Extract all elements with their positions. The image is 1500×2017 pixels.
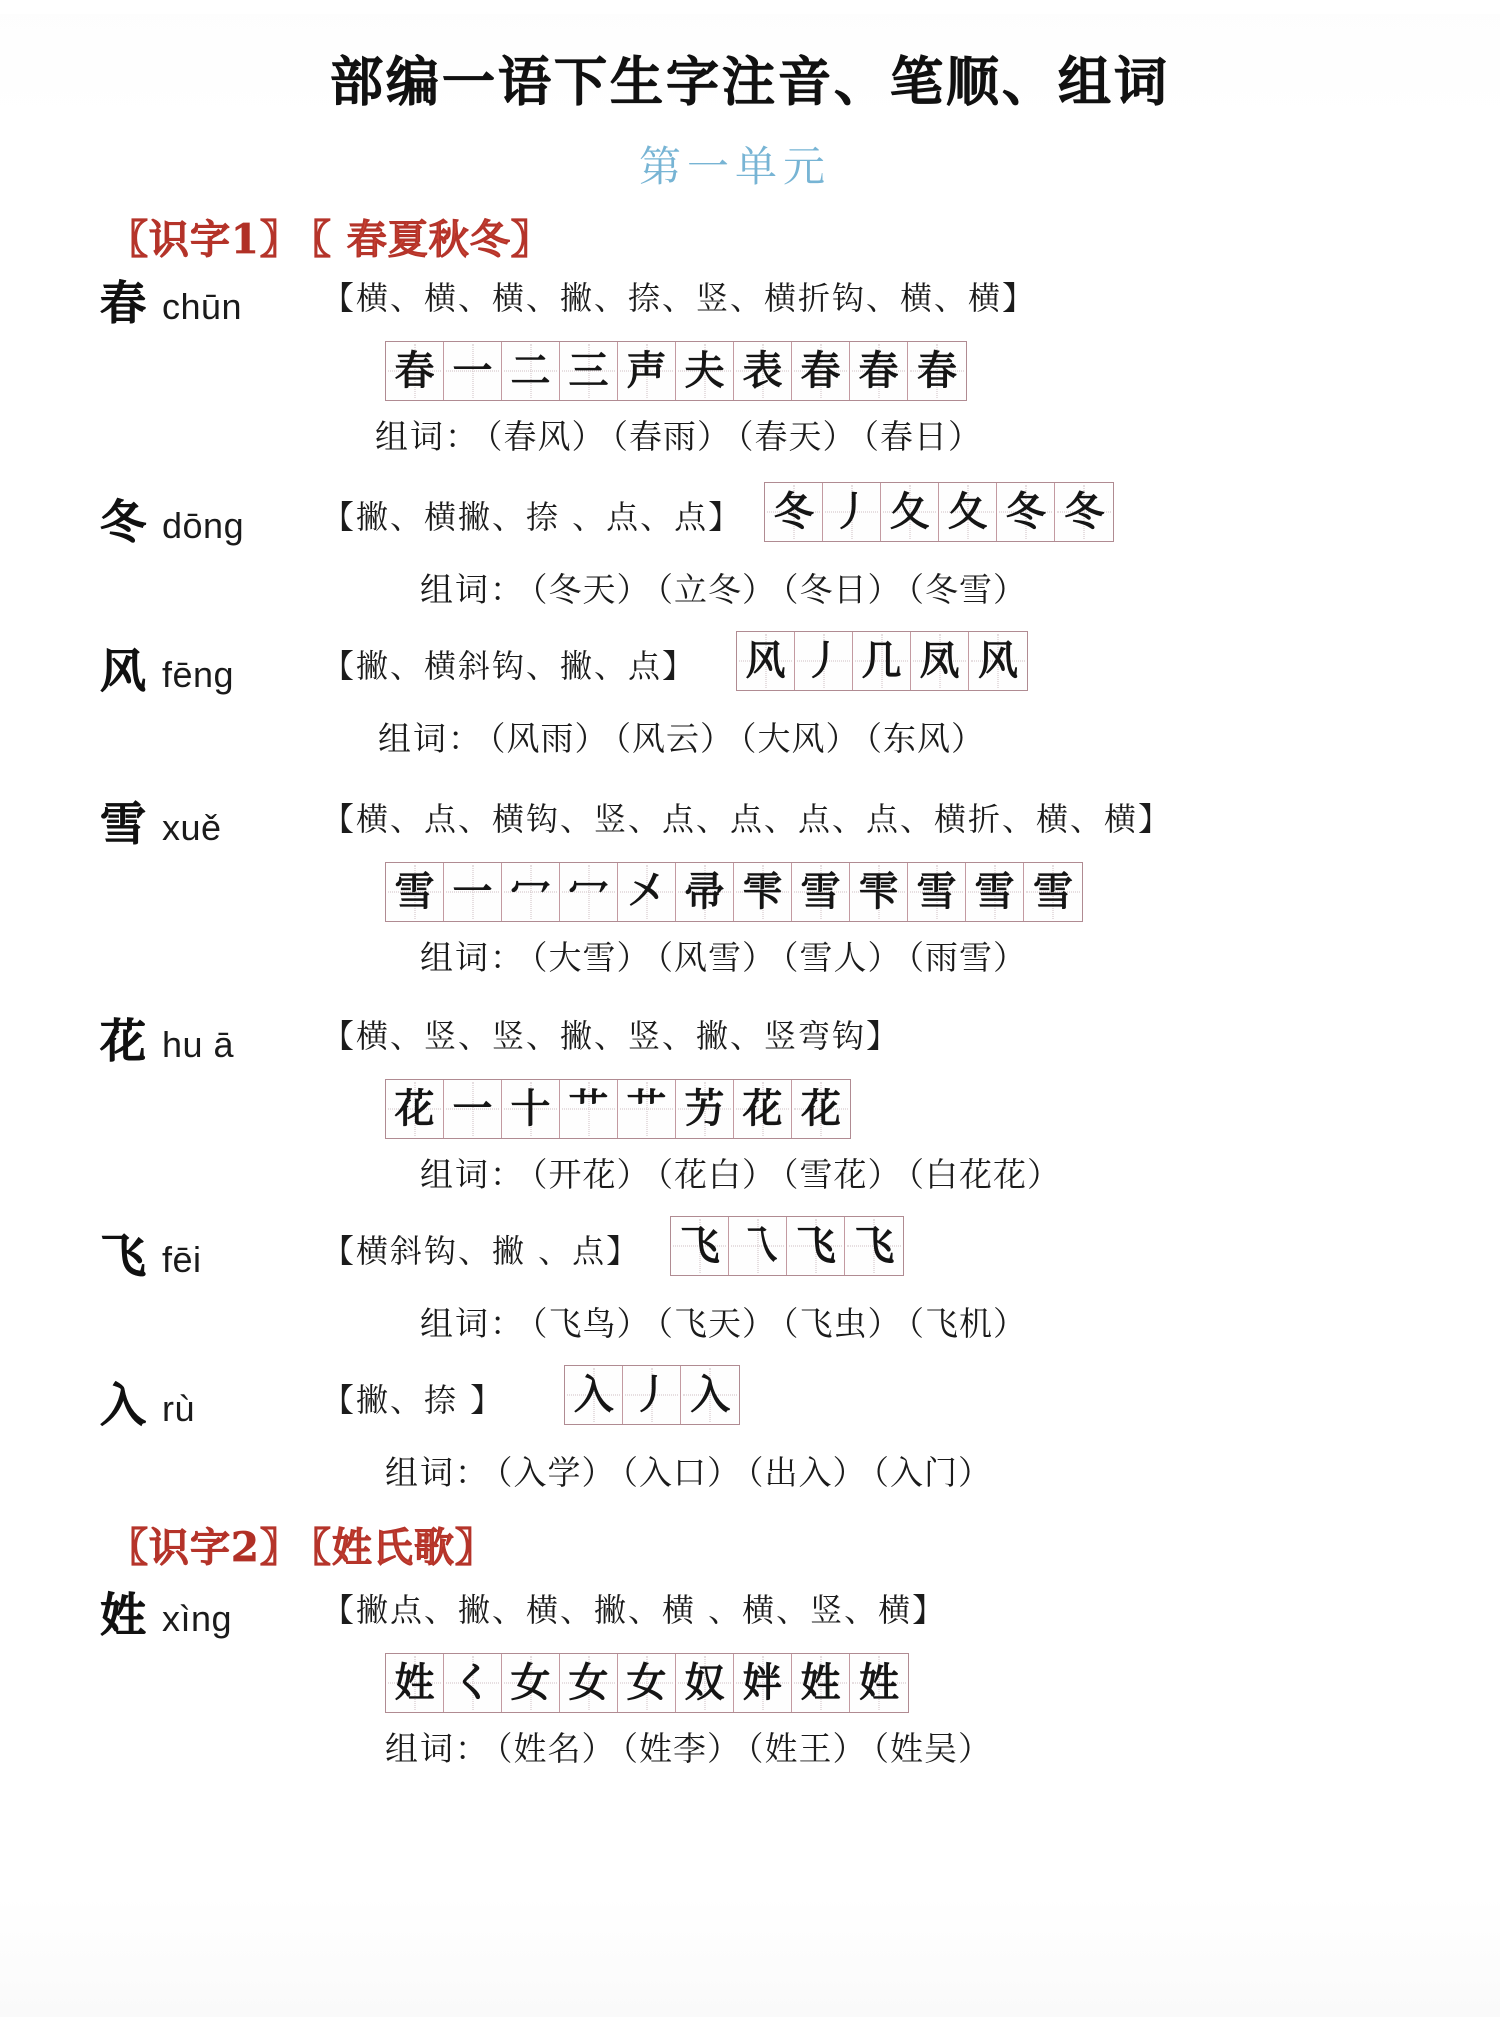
char-pinyin-block	[0, 267, 300, 333]
zuci-line	[420, 564, 1500, 611]
stroke-cell	[734, 1080, 792, 1138]
zuci-line	[375, 411, 1500, 458]
stroke-cell-glyph: 花	[394, 1085, 435, 1132]
stroke-cell-glyph: 雫	[858, 868, 899, 915]
stroke-cell-glyph: 春	[917, 347, 957, 394]
section-heading-2	[108, 1516, 1500, 1573]
zuci-word: （花白）	[656, 1155, 776, 1194]
character-glyph: 姓	[100, 1588, 146, 1642]
stroke-grid	[385, 862, 1083, 922]
stroke-cell	[618, 1654, 676, 1712]
stroke-order-list: 【撇、捺 】	[322, 1381, 505, 1419]
zuci-word: （雨雪）	[907, 938, 1027, 977]
stroke-cell-glyph: 丿	[803, 637, 844, 684]
pinyin-label: hu ā	[162, 1024, 235, 1065]
character-entry-dong	[0, 486, 1500, 611]
stroke-cell-glyph: 㐅	[626, 868, 667, 915]
stroke-cell-glyph: 春	[858, 347, 899, 394]
zuci-line	[420, 1298, 1500, 1345]
stroke-cell	[565, 1366, 623, 1424]
stroke-cell	[850, 1654, 908, 1712]
zuci-words	[483, 719, 985, 758]
stroke-cell	[676, 863, 734, 921]
char-pinyin-block	[0, 1579, 300, 1645]
stroke-cell-glyph: 冖	[568, 868, 609, 915]
stroke-cell-glyph: 春	[394, 347, 435, 394]
stroke-cell-glyph: 声	[626, 347, 667, 394]
section-heading-1	[108, 208, 1500, 265]
stroke-grid	[764, 482, 1114, 542]
stroke-cell-glyph: 一	[452, 347, 493, 394]
stroke-cell	[969, 632, 1027, 690]
stroke-cell-glyph: 艹	[568, 1085, 609, 1132]
pinyin-label: fēng	[162, 654, 235, 695]
zuci-word: （冬日）	[782, 570, 902, 609]
stroke-cell-glyph: 三	[568, 347, 609, 394]
stroke-order-list: 【横斜钩、撇 、点】	[322, 1232, 641, 1270]
char-pinyin-block	[0, 1005, 300, 1071]
stroke-cell	[1055, 483, 1113, 541]
stroke-cell	[676, 342, 734, 400]
zuci-word: （姓名）	[496, 1729, 616, 1768]
stroke-cell	[908, 342, 966, 400]
stroke-cell-glyph: 姓	[859, 1659, 899, 1706]
stroke-cell-glyph: 风	[745, 637, 786, 684]
stroke-cell	[966, 863, 1024, 921]
stroke-cell-glyph: 帚	[684, 868, 725, 915]
zuci-word: （风云）	[614, 719, 734, 758]
stroke-cell-glyph: 夂	[889, 488, 930, 535]
stroke-cell	[850, 342, 908, 400]
zuci-words	[525, 570, 1027, 609]
character-entry-xing	[0, 1579, 1500, 1770]
stroke-cell-glyph: 飞	[679, 1222, 720, 1269]
zuci-word: （大雪）	[531, 938, 651, 977]
stroke-cell	[386, 342, 444, 400]
zuci-line	[378, 713, 1500, 760]
stroke-order-list: 【撇点、撇、横、撇、横 、横、竖、横】	[322, 1591, 947, 1629]
zuci-label: 组词：	[378, 719, 483, 758]
stroke-cell	[560, 863, 618, 921]
stroke-cell-glyph: 入	[690, 1371, 731, 1418]
stroke-order-list: 【撇、横撇、捺 、点、点】	[322, 498, 743, 536]
stroke-cell-glyph: 雪	[1033, 868, 1073, 915]
stroke-cell	[618, 863, 676, 921]
character-entry-fei	[0, 1220, 1500, 1345]
zuci-label: 组词：	[420, 570, 525, 609]
stroke-cell	[908, 863, 966, 921]
stroke-cell-glyph: 女	[568, 1659, 609, 1706]
zuci-word: （风雨）	[489, 719, 609, 758]
zuci-word: （雪人）	[782, 938, 902, 977]
zuci-word: （飞机）	[907, 1304, 1027, 1343]
stroke-cell	[850, 863, 908, 921]
stroke-cell-glyph: 丿	[831, 488, 872, 535]
stroke-cell-glyph: 姓	[394, 1659, 435, 1706]
character-entry-hua	[0, 1005, 1500, 1196]
stroke-cell	[560, 1654, 618, 1712]
stroke-cell	[444, 863, 502, 921]
stroke-cell-glyph: 花	[742, 1085, 783, 1132]
stroke-cell	[911, 632, 969, 690]
stroke-cell	[939, 483, 997, 541]
character-glyph: 冬	[100, 495, 146, 549]
stroke-cell-glyph: 艻	[684, 1085, 725, 1132]
stroke-cell	[1024, 863, 1082, 921]
zuci-word: （入学）	[496, 1453, 616, 1492]
stroke-cell	[853, 632, 911, 690]
stroke-cell	[737, 632, 795, 690]
stroke-cell	[792, 342, 850, 400]
stroke-cell-glyph: 雫	[742, 868, 783, 915]
zuci-label: 组词：	[375, 417, 480, 456]
stroke-cell-glyph: 风	[978, 637, 1019, 684]
zuci-word: （春雨）	[611, 417, 731, 456]
pinyin-label: xuě	[162, 807, 222, 848]
zuci-line	[385, 1723, 1500, 1770]
stroke-cell	[792, 863, 850, 921]
zuci-word: （春日）	[862, 417, 982, 456]
stroke-cell	[502, 863, 560, 921]
character-glyph: 入	[100, 1378, 146, 1432]
stroke-cell	[444, 342, 502, 400]
stroke-cell-glyph: 入	[573, 1371, 614, 1418]
lesson-title-2: 〖姓氏歌〗	[310, 1524, 496, 1571]
character-entry-xue	[0, 788, 1500, 979]
zuci-word: （入门）	[872, 1453, 992, 1492]
zuci-word: （姓李）	[621, 1729, 741, 1768]
pinyin-label: dōng	[162, 505, 245, 546]
stroke-cell	[734, 1654, 792, 1712]
zuci-word: （风雪）	[656, 938, 776, 977]
zuci-word: （飞虫）	[782, 1304, 902, 1343]
stroke-order-list: 【撇、横斜钩、撇、点】	[322, 647, 697, 685]
stroke-cell-glyph: 姅	[742, 1659, 783, 1706]
stroke-cell-glyph: 姓	[800, 1659, 841, 1706]
stroke-grid	[385, 1079, 851, 1139]
stroke-cell-glyph: 雪	[800, 868, 841, 915]
zuci-word: （白花花）	[907, 1155, 1061, 1194]
zuci-word: （东风）	[865, 719, 985, 758]
char-pinyin-block	[0, 635, 300, 701]
zuci-word: （冬雪）	[907, 570, 1027, 609]
stroke-cell	[823, 483, 881, 541]
zuci-label: 组词：	[385, 1453, 490, 1492]
stroke-cell	[386, 1080, 444, 1138]
stroke-cell-glyph: 二	[510, 347, 551, 394]
zuci-line	[385, 1447, 1500, 1494]
zuci-words	[525, 938, 1027, 977]
zuci-label: 组词：	[385, 1729, 490, 1768]
stroke-cell-glyph: 女	[510, 1659, 551, 1706]
stroke-cell	[676, 1080, 734, 1138]
zuci-label: 组词：	[420, 1155, 525, 1194]
stroke-order-list: 【横、竖、竖、撇、竖、撇、竖弯钩】	[322, 1017, 901, 1055]
stroke-order-list: 【横、横、横、撇、捺、竖、横折钩、横、横】	[322, 279, 1037, 317]
stroke-cell	[845, 1217, 903, 1275]
stroke-cell	[618, 1080, 676, 1138]
stroke-cell-glyph: 春	[800, 347, 841, 394]
stroke-cell	[671, 1217, 729, 1275]
stroke-cell-glyph: 一	[452, 1085, 493, 1132]
stroke-cell	[502, 1654, 560, 1712]
character-entry-feng	[0, 635, 1500, 760]
stroke-cell	[795, 632, 853, 690]
zuci-label: 组词：	[420, 938, 525, 977]
stroke-cell-glyph: 奴	[684, 1659, 725, 1706]
zuci-word: （雪花）	[782, 1155, 902, 1194]
stroke-cell	[502, 1080, 560, 1138]
zuci-word: （姓王）	[747, 1729, 867, 1768]
stroke-cell-glyph: 冬	[1005, 488, 1046, 535]
character-glyph: 风	[100, 644, 146, 698]
stroke-cell	[560, 1080, 618, 1138]
zuci-word: （立冬）	[656, 570, 776, 609]
zuci-words	[490, 1453, 992, 1492]
stroke-cell-glyph: 夫	[684, 347, 725, 394]
char-pinyin-block	[0, 788, 300, 854]
zuci-words	[525, 1155, 1061, 1194]
zuci-word: （春风）	[486, 417, 606, 456]
stroke-cell-glyph: 雪	[974, 868, 1015, 915]
stroke-grid	[670, 1216, 904, 1276]
stroke-cell-glyph: 冖	[510, 868, 551, 915]
zuci-word: （春天）	[737, 417, 857, 456]
character-glyph: 飞	[100, 1229, 146, 1283]
zuci-word: （开花）	[531, 1155, 651, 1194]
character-glyph: 雪	[100, 797, 146, 851]
stroke-cell-glyph: 丿	[631, 1371, 672, 1418]
zuci-line	[420, 932, 1500, 979]
zuci-word: （出入）	[747, 1453, 867, 1492]
stroke-cell	[765, 483, 823, 541]
stroke-cell	[386, 1654, 444, 1712]
character-entry-chun	[0, 267, 1500, 458]
top-margin	[0, 0, 1500, 14]
stroke-cell	[618, 342, 676, 400]
stroke-cell	[623, 1366, 681, 1424]
stroke-cell	[734, 863, 792, 921]
stroke-cell	[997, 483, 1055, 541]
stroke-grid	[564, 1365, 740, 1425]
stroke-cell-glyph: 飞	[854, 1222, 895, 1269]
stroke-cell-glyph: 几	[861, 637, 902, 684]
stroke-cell	[792, 1654, 850, 1712]
zuci-line	[420, 1149, 1500, 1196]
stroke-cell	[787, 1217, 845, 1275]
pinyin-label: xìng	[162, 1598, 233, 1639]
pinyin-label: rù	[162, 1388, 196, 1429]
stroke-grid	[385, 1653, 909, 1713]
stroke-cell-glyph: 飞	[795, 1222, 836, 1269]
character-glyph: 春	[100, 276, 146, 330]
zuci-word: （大风）	[740, 719, 860, 758]
zuci-words	[525, 1304, 1027, 1343]
zuci-word: （飞鸟）	[531, 1304, 651, 1343]
stroke-grid	[385, 341, 967, 401]
zuci-word: （飞天）	[656, 1304, 776, 1343]
lesson-label-1: 〖识字1〗	[108, 216, 301, 263]
stroke-cell-glyph: 一	[452, 868, 493, 915]
stroke-cell-glyph: 雪	[916, 868, 957, 915]
character-glyph: 花	[100, 1014, 146, 1068]
character-entry-ru	[0, 1369, 1500, 1494]
page-title: 部编一语下生字注音、笔顺、组词	[330, 51, 1170, 113]
lesson-title-1: 〖 春夏秋冬〗	[310, 216, 552, 263]
char-pinyin-block	[0, 486, 300, 552]
stroke-cell	[681, 1366, 739, 1424]
char-pinyin-block	[0, 1369, 300, 1435]
stroke-order-list: 【横、点、横钩、竖、点、点、点、点、横折、横、横】	[322, 800, 1173, 838]
stroke-cell	[792, 1080, 850, 1138]
stroke-cell	[729, 1217, 787, 1275]
zuci-label: 组词：	[420, 1304, 525, 1343]
stroke-cell-glyph: 夂	[947, 488, 988, 535]
stroke-cell-glyph: 乁	[737, 1222, 778, 1269]
stroke-cell-glyph: 凤	[919, 637, 960, 684]
stroke-cell	[734, 342, 792, 400]
stroke-cell	[444, 1080, 502, 1138]
stroke-cell-glyph: 十	[510, 1085, 551, 1132]
unit-subtitle: 第一单元	[638, 142, 831, 191]
pinyin-label: chūn	[162, 286, 243, 327]
stroke-cell	[502, 342, 560, 400]
stroke-cell-glyph: 花	[801, 1085, 841, 1132]
stroke-cell-glyph: 表	[742, 347, 783, 394]
pinyin-label: fēi	[162, 1239, 202, 1280]
stroke-cell	[444, 1654, 502, 1712]
zuci-word: （入口）	[621, 1453, 741, 1492]
zuci-words	[490, 1729, 992, 1768]
stroke-cell	[881, 483, 939, 541]
lesson-label-2: 〖识字2〗	[108, 1524, 301, 1571]
stroke-grid	[736, 631, 1028, 691]
stroke-cell	[676, 1654, 734, 1712]
zuci-words	[480, 417, 982, 456]
stroke-cell	[386, 863, 444, 921]
stroke-cell-glyph: く	[452, 1659, 493, 1706]
stroke-cell-glyph: 女	[626, 1659, 667, 1706]
stroke-cell-glyph: 艹	[626, 1085, 667, 1132]
zuci-word: （姓吴）	[872, 1729, 992, 1768]
stroke-cell	[560, 342, 618, 400]
stroke-cell-glyph: 冬	[773, 488, 814, 535]
stroke-cell-glyph: 冬	[1064, 488, 1105, 535]
char-pinyin-block	[0, 1220, 300, 1286]
stroke-cell-glyph: 雪	[394, 868, 435, 915]
zuci-word: （冬天）	[531, 570, 651, 609]
